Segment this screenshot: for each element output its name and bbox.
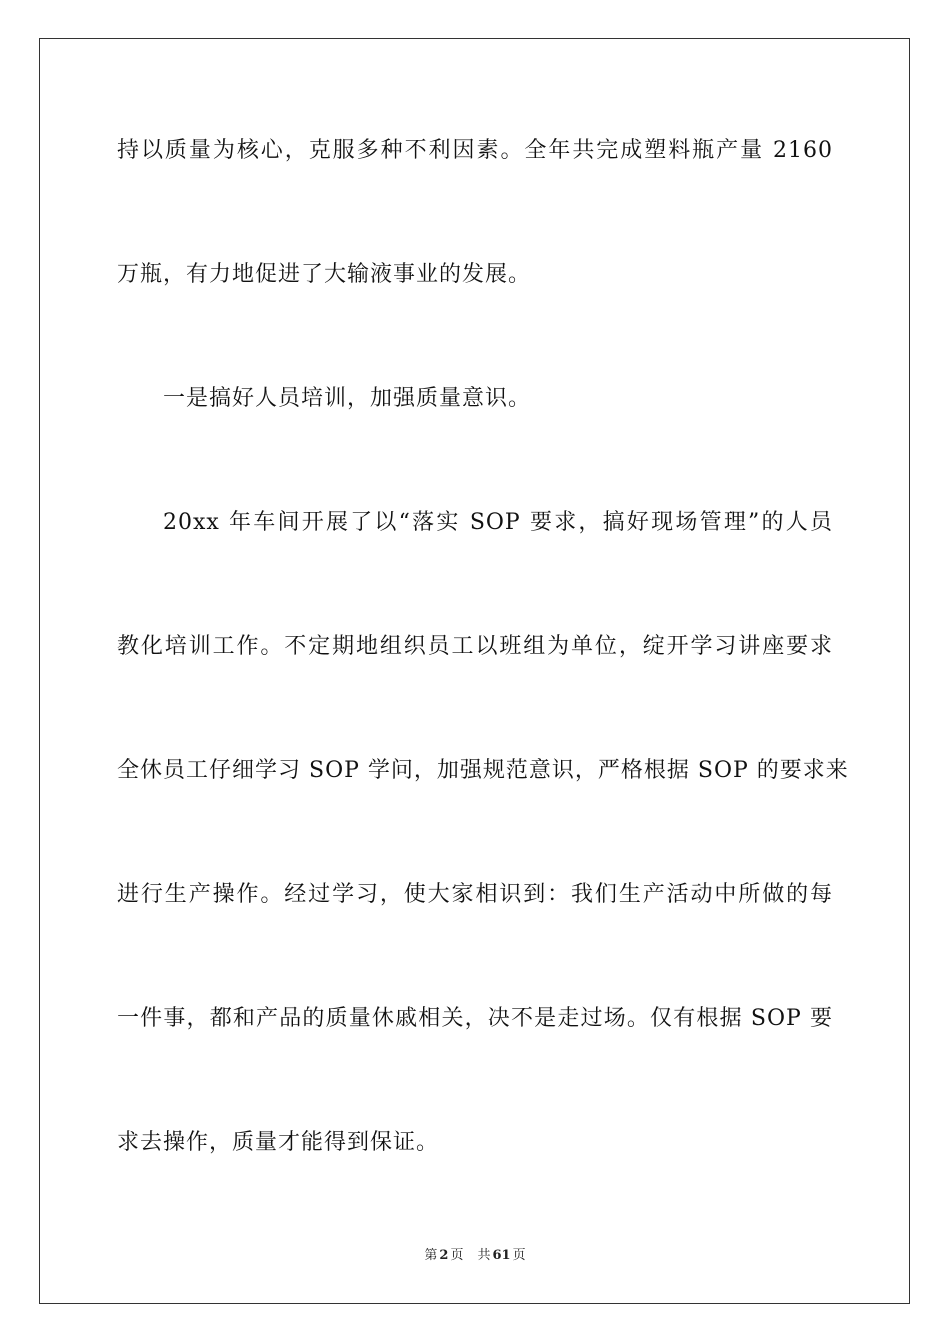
paragraph-line: 教化培训工作。不定期地组织员工以班组为单位，绽开学习讲座要求 xyxy=(117,634,833,659)
page-border xyxy=(39,38,910,1304)
paragraph-line: 20xx 年车间开展了以“落实 SOP 要求，搞好现场管理”的人员 xyxy=(163,510,833,535)
paragraph-line: 全休员工仔细学习 SOP 学问，加强规范意识，严格根据 SOP 的要求来 xyxy=(117,758,849,783)
paragraph-line: 求去操作，质量才能得到保证。 xyxy=(117,1130,440,1155)
paragraph-line: 万瓶，有力地促进了大输液事业的发展。 xyxy=(117,262,532,287)
total-page-count: 61 xyxy=(492,1248,511,1263)
current-page-number: 2 xyxy=(439,1248,449,1263)
page-unit: 页 xyxy=(450,1248,464,1263)
page-footer xyxy=(0,1247,950,1265)
page-prefix: 第 xyxy=(424,1248,438,1263)
section-heading: 一是搞好人员培训，加强质量意识。 xyxy=(163,386,532,411)
paragraph-line: 一件事，都和产品的质量休戚相关，决不是走过场。仅有根据 SOP 要 xyxy=(117,1006,833,1031)
paragraph-line: 进行生产操作。经过学习，使大家相识到：我们生产活动中所做的每 xyxy=(117,882,833,907)
paragraph-line: 持以质量为核心，克服多种不利因素。全年共完成塑料瓶产量 2160 xyxy=(117,138,833,163)
total-prefix: 共 xyxy=(477,1248,491,1263)
total-unit: 页 xyxy=(512,1248,526,1263)
